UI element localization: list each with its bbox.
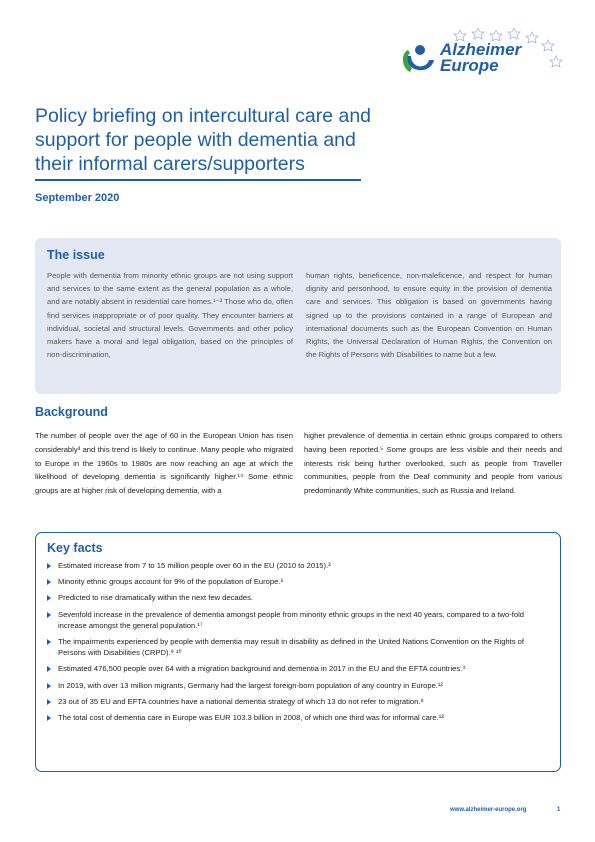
key-fact-item [47, 560, 553, 571]
key-fact-text: Estimated 476,500 people over 64 with a migration background and dementia in 2017 in the EU and the EFTA countries.⁴ [58, 664, 466, 674]
key-fact-item [47, 592, 553, 603]
triangle-bullet-icon [47, 639, 51, 645]
key-fact-item [47, 663, 553, 674]
key-facts-box [35, 532, 561, 772]
background-heading: Background [35, 405, 108, 419]
the-issue-box [35, 238, 561, 394]
background-text-right: higher prevalence of dementia in certain ethnic groups compared to others having been reported.⁵ Some groups are less visible and their needs and interests risk being further overlooked, such as people from Traveller communities, people from the Deaf community and people from various predominantly White communities, such as Russia and Ireland. [304, 431, 562, 496]
triangle-bullet-icon [47, 612, 51, 618]
key-fact-text: Estimated increase from 7 to 15 million people over 60 in the EU (2010 to 2015).³ [58, 561, 331, 570]
background-text-left: The number of people over the age of 60 in the European Union has risen considerably³ and this trend is likely to continue. Many people who migrated to Europe in the 1960s to 1980s are now reaching an age at which the likelihood of developing dementia is significantly higher.¹⁴ Some ethnic groups are at higher risk of developing dementia, with a [35, 431, 293, 496]
logo-line-europe: Europe [440, 56, 499, 75]
triangle-bullet-icon [47, 595, 51, 601]
logo-wordmark [440, 42, 521, 74]
key-fact-item [47, 636, 553, 658]
triangle-bullet-icon [47, 666, 51, 672]
page-number: 1 [557, 807, 561, 813]
key-facts-heading: Key facts [47, 541, 103, 555]
key-fact-item [47, 609, 553, 631]
key-fact-item [47, 696, 553, 707]
key-fact-text: The impairments experienced by people with dementia may result in disability as defined in the United Nations Convention on the Rights of Persons with Disabilities (CRPD).⁹ ¹⁰ [58, 637, 525, 658]
the-issue-text-right: human rights, beneficence, non-maleficence, and respect for human dignity and personhood, to ensure equity in the provision of dementia care and services. This obligation is based on governments having signed up to the provisions contained in a range of European and international documents such as the European Convention on Human Rights, the Universal Declaration of Human Rights, the Convention on the Rights of Persons with Disabilities to name but a few. [306, 271, 552, 360]
key-fact-item [47, 680, 553, 691]
key-fact-text: Minority ethnic groups account for 9% of the population of Europe.⁶ [58, 577, 284, 587]
key-fact-text: Predicted to rise dramatically within the next few decades. [58, 593, 254, 603]
key-fact-text: Sevenfold increase in the prevalence of dementia amongst people from minority ethnic groups in the next 40 years, compared to a two-fold increase amongst the general population.¹⁷ [58, 609, 525, 630]
key-fact-text: The total cost of dementia care in Europe was EUR 103.3 billion in 2008, of which one third was for informal care.¹³ [58, 713, 444, 723]
alzheimer-europe-logo [396, 28, 566, 86]
key-fact-text: 23 out of 35 EU and EFTA countries have a national dementia strategy of which 13 do not refer to migration.⁸ [58, 696, 424, 706]
key-fact-item [47, 576, 553, 587]
publication-date: September 2020 [35, 192, 120, 204]
key-fact-text: In 2019, with over 13 million migrants, Germany had the largest foreign-born population of any country in Europe.¹² [58, 680, 443, 690]
title-divider [35, 179, 361, 181]
triangle-bullet-icon [47, 699, 51, 705]
triangle-bullet-icon [47, 683, 51, 689]
page-title: Policy briefing on intercultural care and support for people with dementia and their informal carers/supporters [35, 105, 372, 175]
triangle-bullet-icon [47, 579, 51, 585]
footer-website-link[interactable]: www.alzheimer-europe.org [450, 807, 527, 813]
triangle-bullet-icon [47, 715, 51, 721]
triangle-bullet-icon [47, 563, 51, 569]
key-fact-item [47, 712, 553, 723]
key-facts-list [47, 560, 553, 728]
the-issue-heading: The issue [47, 248, 105, 262]
logo-line-alzheimer: Alzheimer [440, 40, 522, 59]
the-issue-text-left: People with dementia from minority ethnic groups are not using support and services to the same extent as the general population as a whole, and are notably absent in residential care homes.¹⁻³ Those who do, often find services inappropriate or of poor quality. They encounter barriers at individual, societal and structural levels. Governments and other policy makers have a moral and legal obligation, based on the principles of non-discrimination, [47, 271, 293, 360]
